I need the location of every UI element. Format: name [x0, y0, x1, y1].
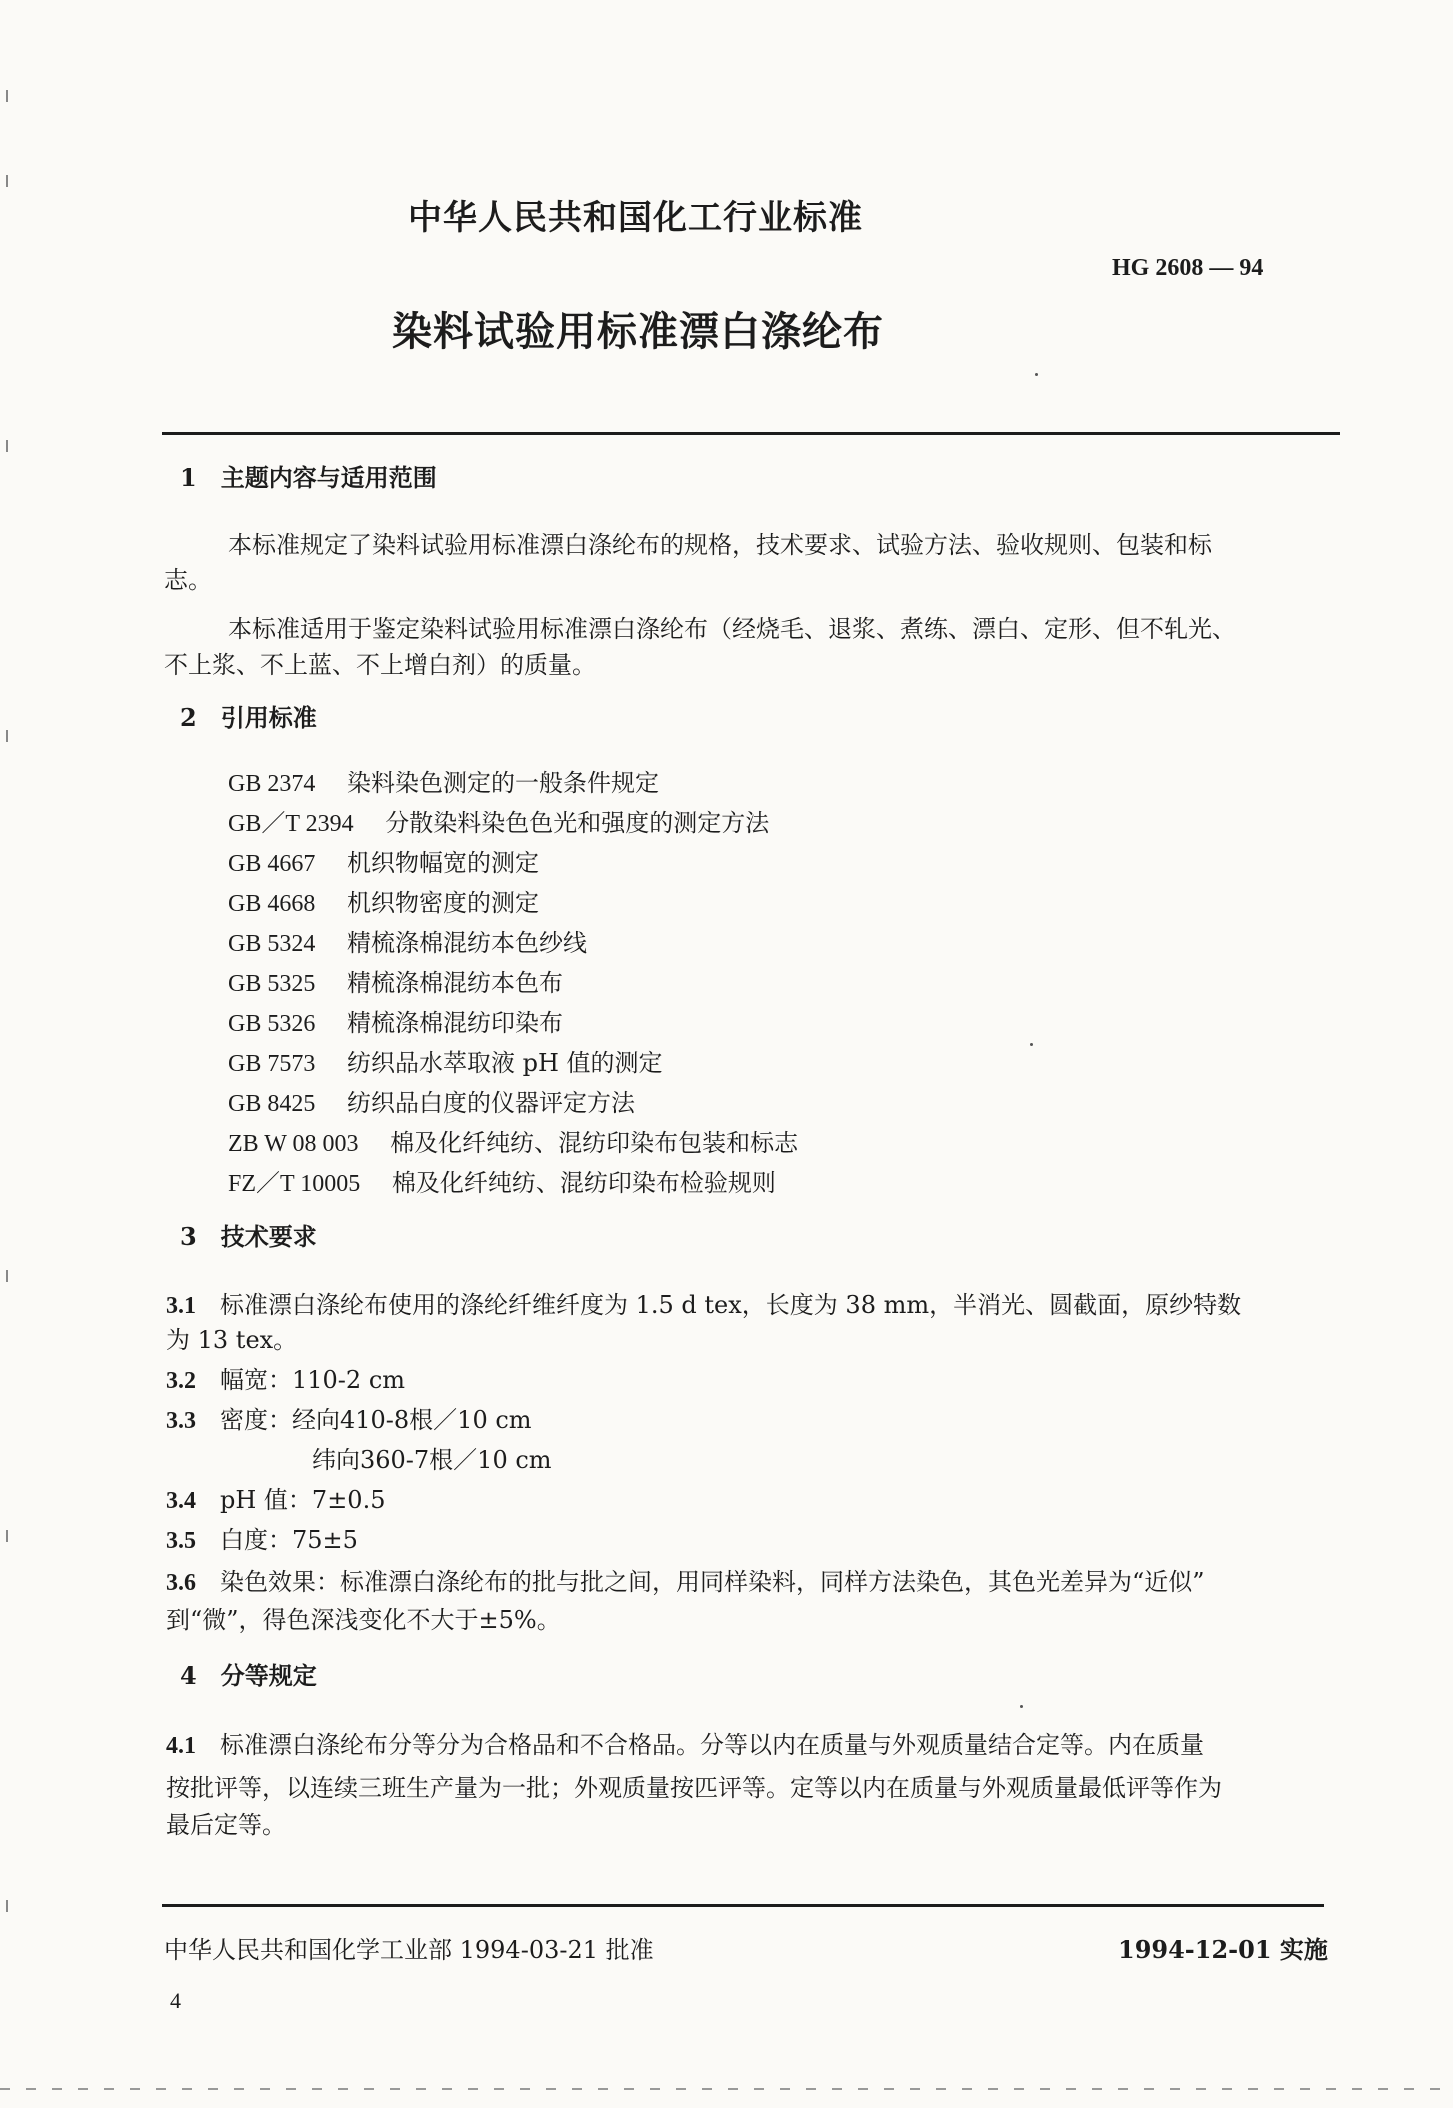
section-1-para-1-line-1: 本标准规定了染料试验用标准漂白涤纶布的规格，技术要求、试验方法、验收规则、包装和标: [228, 531, 1212, 559]
reference-item: [228, 1163, 776, 1198]
clause-number: 3.6: [166, 1570, 196, 1596]
reference-title: 染料染色测定的一般条件规定: [346, 769, 659, 797]
reference-code: ZB W 08 003: [228, 1131, 359, 1157]
scan-speck: [1035, 373, 1038, 376]
clause-text: 白度：75±5: [220, 1526, 358, 1554]
reference-item: [228, 883, 539, 918]
reference-code: GB 5325: [228, 971, 316, 997]
reference-code: GB 2374: [228, 771, 316, 797]
clause-3-1: [166, 1285, 1241, 1320]
scan-edge-noise: [0, 2088, 1453, 2090]
clause-number: 3.5: [166, 1528, 196, 1554]
reference-item: [228, 923, 587, 958]
clause-number: 4.1: [166, 1733, 196, 1759]
scan-mark: [6, 730, 8, 742]
header-rule: [162, 432, 1340, 435]
scan-mark: [6, 90, 8, 102]
clause-text: pH 值：7±0.5: [220, 1486, 386, 1514]
scan-mark: [6, 1530, 8, 1542]
clause-number: 3.4: [166, 1488, 196, 1514]
scan-mark: [6, 175, 8, 187]
section-1-heading: 1 主题内容与适用范围: [180, 463, 437, 492]
reference-code: GB／T 2394: [228, 811, 354, 837]
document-title: 染料试验用标准漂白涤纶布: [392, 308, 884, 355]
clause-text: 标准漂白涤纶布分等分为合格品和不合格品。分等以内在质量与外观质量结合定等。内在质量: [220, 1731, 1204, 1759]
clause-4-1-continuation-2: 最后定等。: [166, 1811, 286, 1839]
clause-3-4: [166, 1480, 385, 1515]
reference-code: GB 8425: [228, 1091, 316, 1117]
reference-title: 分散染料染色色光和强度的测定方法: [385, 809, 770, 837]
section-1-para-1-line-2: 志。: [164, 566, 212, 594]
reference-item: [228, 1003, 563, 1038]
clause-text: 染色效果：标准漂白涤纶布的批与批之间，用同样染料，同样方法染色，其色光差异为“近似”: [220, 1568, 1205, 1596]
reference-item: [228, 763, 659, 798]
reference-code: GB 7573: [228, 1051, 316, 1077]
reference-code: FZ／T 10005: [228, 1171, 361, 1197]
reference-title: 纺织品白度的仪器评定方法: [346, 1089, 635, 1117]
reference-item: [228, 1083, 635, 1118]
scan-speck: [1030, 1043, 1033, 1046]
approval-statement: 中华人民共和国化学工业部 1994-03-21 批准: [164, 1936, 654, 1964]
clause-number: 3.1: [166, 1293, 196, 1319]
clause-text: 密度：经向410-8根／10 cm: [220, 1406, 532, 1434]
reference-code: GB 4667: [228, 851, 316, 877]
standard-code: HG 2608 — 94: [1112, 255, 1264, 281]
reference-title: 机织物密度的测定: [346, 889, 539, 917]
clause-4-1: [166, 1725, 1204, 1760]
reference-code: GB 5326: [228, 1011, 316, 1037]
implementation-date: 1994-12-01 实施: [1118, 1935, 1328, 1964]
scan-mark: [6, 1270, 8, 1282]
clause-text: 标准漂白涤纶布使用的涤纶纤维纤度为 1.5 d tex，长度为 38 mm，半消光、圆截面，原纱特数: [220, 1291, 1242, 1319]
reference-title: 纺织品水萃取液 pH 值的测定: [346, 1049, 663, 1077]
clause-3-6: [166, 1562, 1205, 1597]
reference-title: 精梳涤棉混纺本色纱线: [346, 929, 587, 957]
reference-item: [228, 1043, 663, 1078]
issuing-authority: 中华人民共和国化工行业标准: [408, 198, 863, 238]
clause-3-3-continuation: 纬向360-7根／10 cm: [312, 1446, 552, 1474]
reference-code: GB 5324: [228, 931, 316, 957]
clause-3-3: [166, 1400, 532, 1435]
reference-title: 精梳涤棉混纺印染布: [346, 1009, 563, 1037]
footer-rule: [162, 1904, 1324, 1907]
section-1-para-2-line-2: 不上浆、不上蓝、不上增白剂）的质量。: [164, 651, 596, 679]
section-2-heading: 2 引用标准: [180, 703, 317, 732]
reference-item: [228, 963, 563, 998]
clause-text: 幅宽：110-2 cm: [220, 1366, 406, 1394]
reference-item: [228, 1123, 798, 1158]
clause-number: 3.2: [166, 1368, 196, 1394]
clause-3-6-continuation: 到“微”，得色深浅变化不大于±5%。: [166, 1606, 561, 1634]
reference-title: 棉及化纤纯纺、混纺印染布包装和标志: [390, 1129, 799, 1157]
clause-number: 3.3: [166, 1408, 196, 1434]
reference-code: GB 4668: [228, 891, 316, 917]
clause-4-1-continuation-1: 按批评等，以连续三班生产量为一批；外观质量按匹评等。定等以内在质量与外观质量最低评等作为: [166, 1774, 1222, 1802]
scan-mark: [6, 440, 8, 452]
page-number: 4: [170, 1988, 181, 2013]
clause-3-1-continuation: 为 13 tex。: [166, 1326, 298, 1354]
reference-item: [228, 803, 769, 838]
clause-3-5: [166, 1520, 358, 1555]
scan-mark: [6, 1900, 8, 1912]
section-3-heading: 3 技术要求: [180, 1222, 317, 1251]
scan-speck: [1020, 1705, 1023, 1708]
section-4-heading: 4 分等规定: [180, 1661, 317, 1690]
clause-3-2: [166, 1360, 405, 1395]
section-1-para-2-line-1: 本标准适用于鉴定染料试验用标准漂白涤纶布（经烧毛、退浆、煮练、漂白、定形、但不轧光、: [228, 615, 1236, 643]
reference-title: 精梳涤棉混纺本色布: [346, 969, 563, 997]
reference-title: 棉及化纤纯纺、混纺印染布检验规则: [391, 1169, 776, 1197]
reference-title: 机织物幅宽的测定: [346, 849, 539, 877]
reference-item: [228, 843, 539, 878]
